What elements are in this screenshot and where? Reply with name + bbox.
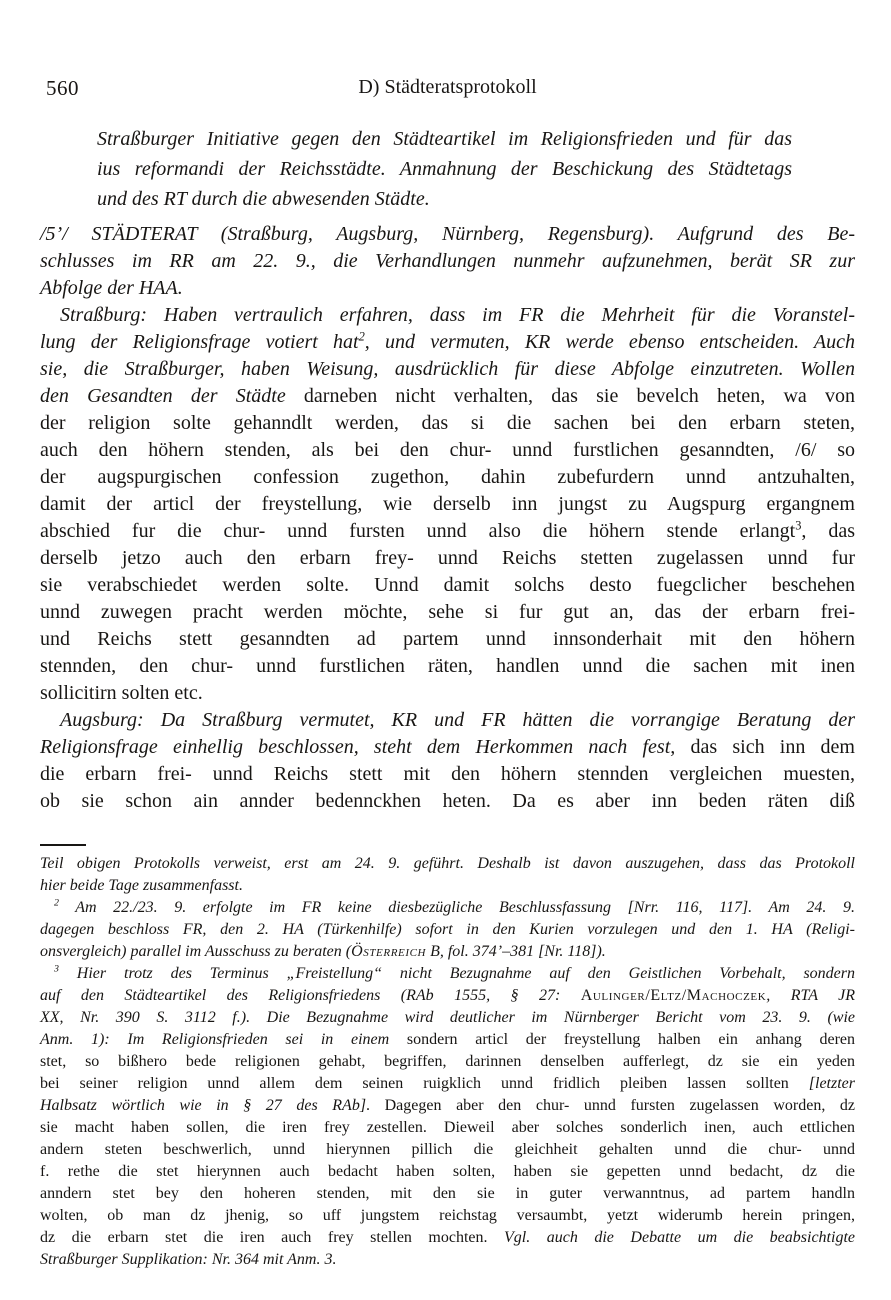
- text-run: ob sie schon ain annder bedennckhen heten. Da es aber inn beden räten diß: [40, 790, 855, 812]
- text-run: die erbarn frei- unnd Reichs stett mit den höhern stennden vergleichen muesten,: [40, 763, 855, 785]
- text-line: [40, 410, 855, 437]
- text-line: [40, 1029, 855, 1051]
- session-paragraph: [40, 221, 855, 302]
- text-line: [40, 1205, 855, 1227]
- text-line: [40, 853, 855, 875]
- footnote-marker: 2: [54, 897, 59, 909]
- text-line: [40, 464, 855, 491]
- text-line: [40, 985, 855, 1007]
- footnote-marker: 3: [54, 963, 59, 975]
- text-run: und Reichs stett gesanndten ad partem unnd innsonderhait mit den höhern: [40, 628, 855, 650]
- text-line: [97, 124, 792, 154]
- text-run: Religionsfrage einhellig beschlossen, steht dem Herkommen nach fest,: [40, 736, 691, 758]
- text-run: sollicitirn solten etc.: [40, 682, 203, 704]
- text-line: [40, 383, 855, 410]
- text-line: [40, 626, 855, 653]
- text-run: andern steten beschwerlich, unnd hierynnen pillich die gleichheit gehalten unnd die chur- unnd: [40, 1141, 855, 1158]
- text-line: [40, 572, 855, 599]
- text-run: darneben nicht verhalten, das sie bevelch heten, wa von: [303, 385, 855, 407]
- text-run: , das: [801, 520, 855, 542]
- text-line: [40, 329, 855, 356]
- text-run: sie, die Straßburger, haben Weisung, ausdrücklich für diese Abfolge einzutreten. Wollen: [40, 358, 855, 380]
- text-line: [40, 963, 855, 985]
- footnote-marker: 2: [358, 329, 365, 344]
- text-run: Augsburg: Da Straßburg vermutet, KR und FR hätten die vorrangige Beratung der: [60, 709, 855, 731]
- page-header: [40, 76, 855, 104]
- page-content: [40, 0, 855, 1271]
- text-run: wolten, ob man dz jhenig, so uff jungstem reichstag versaumbt, yetzt widerumb herein pringen,: [40, 1207, 855, 1224]
- footnote-2: [40, 897, 855, 963]
- text-line: [40, 761, 855, 788]
- text-run: Anm. 1): Im Religionsfrieden sei in einem: [40, 1031, 407, 1048]
- text-run: und des RT durch die abwesenden Städte.: [97, 188, 430, 210]
- text-run: Hier trotz des Terminus „Freistellung“ nicht Bezugnahme auf den Geistlichen Vorbehalt, sondern: [58, 965, 855, 982]
- text-run: Straßburger Supplikation: Nr. 364 mit Anm. 3.: [40, 1251, 337, 1268]
- text-line: [40, 897, 855, 919]
- footnote-3: [40, 963, 855, 1271]
- text-run: onsvergleich) parallel im Ausschuss zu beraten (: [40, 943, 352, 960]
- text-line: [40, 491, 855, 518]
- text-run: stennden, den chur- unnd furstlichen räten, handlen unnd die sachen mit inen: [40, 655, 855, 677]
- text-run: hier beide Tage zusammenfasst.: [40, 877, 243, 894]
- text-line: [40, 302, 855, 329]
- text-run: B, fol. 374’–381 [Nr. 118]).: [426, 943, 606, 960]
- text-line: [40, 653, 855, 680]
- text-run: sondern articl der freystellung halben ein anhang deren: [406, 1031, 855, 1048]
- text-run: schlusses im RR am 22. 9., die Verhandlungen nunmehr aufzunehmen, berät SR zur: [40, 250, 855, 272]
- text-line: [40, 1227, 855, 1249]
- text-run: , und vermuten, KR werde ebenso entscheiden. Auch: [364, 331, 856, 353]
- text-run: Abfolge der HAA.: [40, 277, 183, 299]
- text-line: [40, 875, 855, 897]
- augsburg-paragraph: [40, 707, 855, 815]
- text-run: damit der articl der freystellung, wie derselb inn jungst zu Augspurg ergangnem: [40, 493, 855, 515]
- text-line: [40, 1117, 855, 1139]
- text-line: [40, 599, 855, 626]
- text-run: , RTA JR: [766, 987, 856, 1004]
- text-run: stet, so bißhero bede religionen gehabt, begriffen, darinnen denselben aufferlegt, dz sie ein yeden: [40, 1053, 855, 1070]
- text-line: [40, 1183, 855, 1205]
- text-line: [40, 680, 855, 707]
- text-run: anndern stet bey den hoheren stenden, mit den sie in guter verwanntnus, ad partem handln: [40, 1185, 855, 1202]
- text-line: [40, 1051, 855, 1073]
- text-line: [40, 1095, 855, 1117]
- text-line: [40, 356, 855, 383]
- text-line: [40, 518, 855, 545]
- text-run: Österreich: [351, 943, 427, 960]
- text-line: [40, 437, 855, 464]
- footnote-marker: 3: [795, 518, 802, 533]
- strassburg-paragraph: [40, 302, 855, 707]
- text-run: der religion solte gehanndlt werden, das si die sachen bei den erbarn steten,: [40, 412, 855, 434]
- text-run: sie verabschiedet werden solte. Unnd damit solchs desto fuegclicher beschehen: [40, 574, 855, 596]
- text-line: [40, 941, 855, 963]
- text-run: ius reformandi der Reichsstädte. Anmahnung der Beschickung des Städtetags: [97, 158, 792, 180]
- text-run: das sich inn dem: [690, 736, 855, 758]
- text-run: bei seiner religion unnd allem dem seinen ruigklich unnd fridlich pleiben lassen sollten: [40, 1075, 809, 1092]
- text-run: Halbsatz wörtlich wie in § 27 des RAb]: [40, 1097, 367, 1114]
- text-line: [40, 1007, 855, 1029]
- text-run: Teil obigen Protokolls verweist, erst am 24. 9. geführt. Deshalb ist davon auszugehen, dass das Protokoll: [40, 855, 855, 872]
- text-run: den Gesandten der Städte: [40, 385, 304, 407]
- text-line: [40, 707, 855, 734]
- text-run: /5’/ STÄDTERAT (Straßburg, Augsburg, Nürnberg, Regensburg). Aufgrund des Be-: [40, 223, 855, 245]
- page-number: 560: [46, 76, 79, 100]
- footnote-1-continuation: [40, 853, 855, 897]
- text-line: [97, 184, 792, 214]
- text-run: [letzter: [808, 1075, 855, 1092]
- running-head: D) Städteratsprotokoll: [358, 76, 537, 98]
- text-line: [40, 221, 855, 248]
- text-run: . Dagegen aber den chur- unnd fursten zugelassen worden, dz: [366, 1097, 855, 1114]
- text-run: dagegen beschloss FR, den 2. HA (Türkenhilfe) sofort in den Kurien vorzulegen und den 1. HA (Religi-: [40, 921, 855, 938]
- text-run: Straßburger Initiative gegen den Städteartikel im Religionsfrieden und für das: [97, 128, 792, 150]
- text-run: sie macht haben sollen, die iren frey zestellen. Dieweil aber solches sonderlich inen, auch ettlichen: [40, 1119, 855, 1136]
- text-run: lung der Religionsfrage votiert hat: [40, 331, 359, 353]
- text-run: abschied fur die chur- unnd fursten unnd also die höhern stende erlangt: [40, 520, 796, 542]
- text-run: dz die erbarn stet die iren auch frey stellen mochten.: [40, 1229, 505, 1246]
- footnote-area: [40, 853, 855, 1271]
- text-run: f. rethe die stet hierynnen auch bedacht haben solten, haben sie gepetten unnd bedacht, dz die: [40, 1163, 855, 1180]
- summary-paragraph: [97, 124, 792, 214]
- text-run: XX, Nr. 390 S. 3112 f.). Die Bezugnahme wird deutlicher im Nürnberger Bericht vom 23. 9. (wie: [40, 1009, 855, 1026]
- text-line: [40, 1161, 855, 1183]
- text-run: auf den Städteartikel des Religionsfriedens (RAb 1555, § 27:: [40, 987, 581, 1004]
- text-run: Am 22./23. 9. erfolgte im FR keine diesbezügliche Beschlussfassung [Nrr. 116, 117]. Am 24. 9.: [58, 899, 855, 916]
- text-line: [40, 275, 855, 302]
- text-line: [40, 1249, 855, 1271]
- text-line: [97, 154, 792, 184]
- text-run: unnd zuwegen pracht werden möchte, sehe si fur gut an, das der erbarn frei-: [40, 601, 855, 623]
- text-line: [40, 734, 855, 761]
- footnote-separator-rule: [40, 844, 86, 846]
- text-line: [40, 919, 855, 941]
- text-run: derselb jetzo auch den erbarn frey- unnd Reichs stetten zugelassen unnd fur: [40, 547, 855, 569]
- text-run: Vgl. auch die Debatte um die beabsichtigte: [504, 1229, 855, 1246]
- text-line: [40, 1139, 855, 1161]
- text-run: Aulinger/Eltz/Machoczek: [580, 987, 767, 1004]
- text-run: auch den höhern stenden, als bei den chur- unnd furstlichen gesanndten, /6/ so: [40, 439, 855, 461]
- text-line: [40, 1073, 855, 1095]
- text-run: der augspurgischen confession zugethon, dahin zubefurdern unnd antzuhalten,: [40, 466, 855, 488]
- text-run: Straßburg: Haben vertraulich erfahren, dass im FR die Mehrheit für die Voranstel-: [60, 304, 855, 326]
- text-line: [40, 788, 855, 815]
- text-line: [40, 248, 855, 275]
- text-line: [40, 545, 855, 572]
